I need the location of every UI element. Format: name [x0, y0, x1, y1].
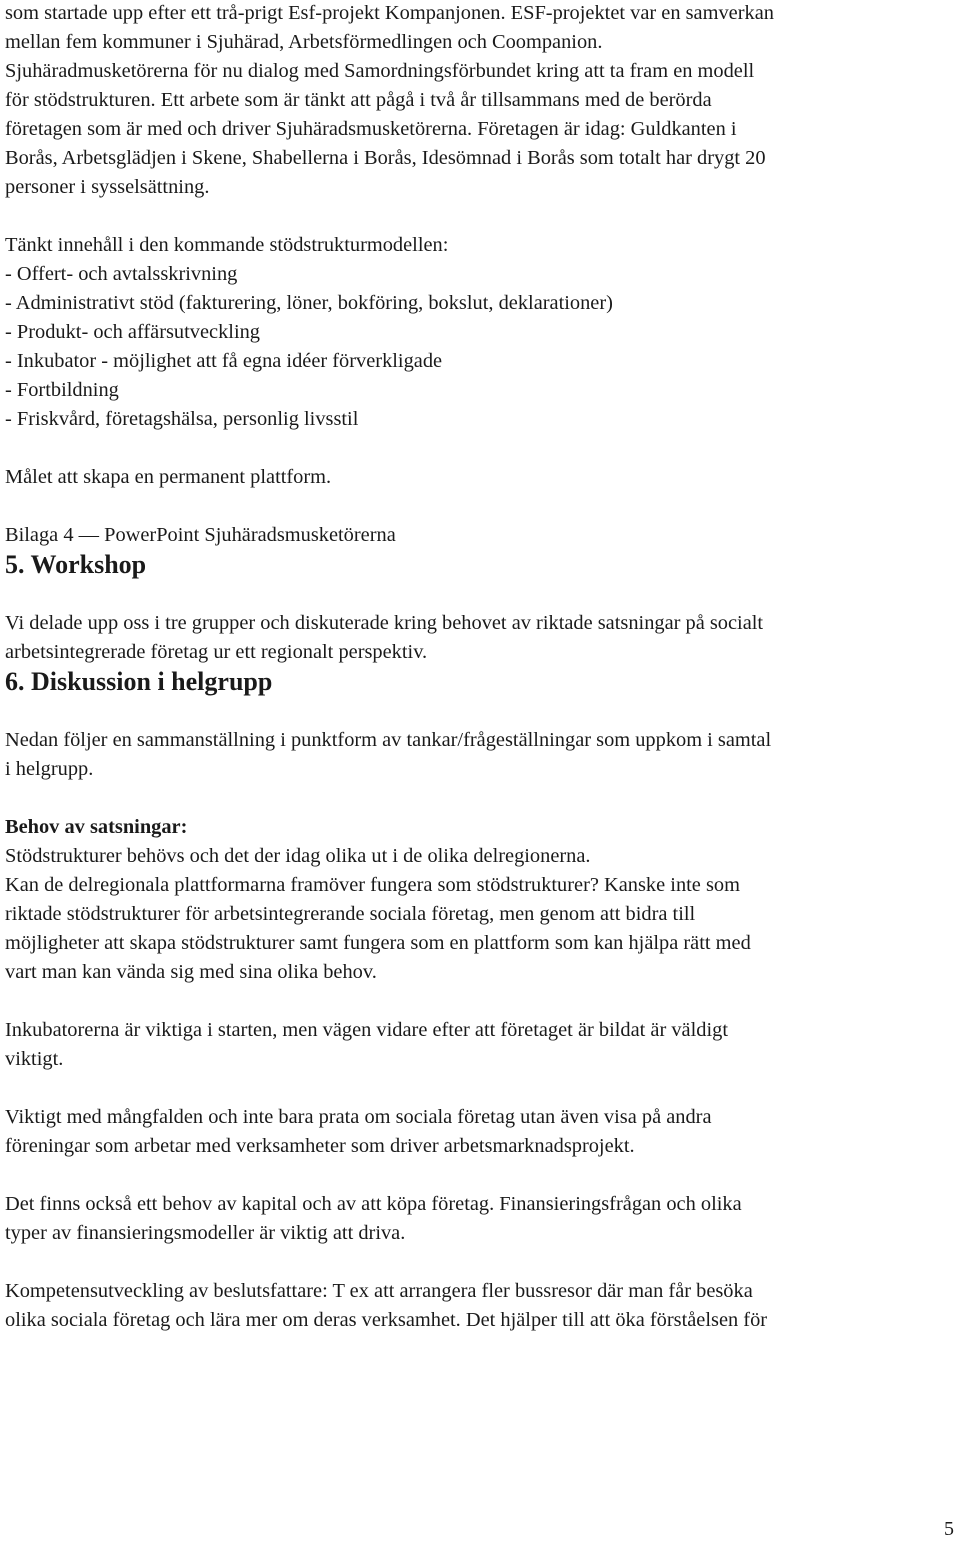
text-line: Sjuhäradmusketörerna för nu dialog med Samordningsförbundet kring att ta fram en modell	[5, 60, 755, 82]
competence-paragraph	[5, 1277, 955, 1335]
page-number: 5	[944, 1518, 954, 1540]
text-line: arbetsintegrerade företag ur ett regionalt perspektiv.	[5, 641, 428, 663]
document-page	[5, 0, 955, 1335]
text-line: som startade upp efter ett trå-prigt Esf-projekt Kompanjonen. ESF-projektet var en samverkan	[5, 2, 774, 24]
diversity-paragraph	[5, 1103, 955, 1161]
attachment-reference	[5, 521, 955, 550]
section-6-text	[5, 726, 955, 784]
text-line: Bilaga 4 — PowerPoint Sjuhäradsmusketörerna	[5, 524, 396, 546]
text-line: Vi delade upp oss i tre grupper och diskuterade kring behovet av riktade satsningar på socialt	[5, 612, 764, 634]
incubators-paragraph	[5, 1016, 955, 1074]
text-line: olika sociala företag och lära mer om deras verksamhet. Det hjälper till att öka förståelsen för	[5, 1309, 768, 1331]
capital-paragraph	[5, 1190, 955, 1248]
text-line: Nedan följer en sammanställning i punktform av tankar/frågeställningar som uppkom i samtal	[5, 729, 772, 751]
text-line: företagen som är med och driver Sjuhäradsmusketörerna. Företagen är idag: Guldkanten i	[5, 118, 737, 140]
text-line: för stödstrukturen. Ett arbete som är tänkt att pågå i två år tillsammans med de berörda	[5, 89, 712, 111]
text-line: möjligheter att skapa stödstrukturer samt fungera som en plattform som kan hjälpa rätt med	[5, 932, 751, 954]
list-item: - Friskvård, företagshälsa, personlig livsstil	[5, 408, 359, 430]
text-line: typer av finansieringsmodeller är viktig att driva.	[5, 1222, 406, 1244]
text-line: Borås, Arbetsglädjen i Skene, Shabellerna i Borås, Idesömnad i Borås som totalt har drygt 20	[5, 147, 766, 169]
text-line: Stödstrukturer behövs och det der idag olika ut i de olika delregionerna.	[5, 845, 591, 867]
paragraph-intro	[5, 0, 955, 202]
list-item: - Administrativt stöd (fakturering, löner, bokföring, bokslut, deklarationer)	[5, 292, 613, 314]
needs-section	[5, 813, 955, 987]
text-line: Målet att skapa en permanent plattform.	[5, 466, 332, 488]
section-6-heading: 6. Diskussion i helgrupp	[5, 667, 273, 696]
text-line: föreningar som arbetar med verksamheter som driver arbetsmarknadsprojekt.	[5, 1135, 635, 1157]
text-line: personer i sysselsättning.	[5, 176, 210, 198]
text-line: vart man kan vända sig med sina olika behov.	[5, 961, 377, 983]
text-line: riktade stödstrukturer för arbetsintegrerande sociala företag, men genom att bidra till	[5, 903, 696, 925]
text-line: viktigt.	[5, 1048, 64, 1070]
text-line: Kan de delregionala plattformarna framöver fungera som stödstrukturer? Kanske inte som	[5, 874, 740, 896]
text-line: i helgrupp.	[5, 758, 94, 780]
text-line: Det finns också ett behov av kapital och av att köpa företag. Finansieringsfrågan och olika	[5, 1193, 742, 1215]
content-list	[5, 231, 955, 434]
goal-text	[5, 463, 955, 492]
text-line: Inkubatorerna är viktiga i starten, men vägen vidare efter att företaget är bildat är väldigt	[5, 1019, 728, 1041]
list-item: - Inkubator - möjlighet att få egna idéer förverkligade	[5, 350, 443, 372]
needs-heading: Behov av satsningar:	[5, 816, 188, 838]
section-5-heading: 5. Workshop	[5, 550, 147, 579]
text-line: mellan fem kommuner i Sjuhärad, Arbetsförmedlingen och Coompanion.	[5, 31, 603, 53]
text-line: Kompetensutveckling av beslutsfattare: T ex att arrangera fler bussresor där man får besöka	[5, 1280, 753, 1302]
list-intro: Tänkt innehåll i den kommande stödstrukturmodellen:	[5, 234, 449, 256]
list-item: - Produkt- och affärsutveckling	[5, 321, 261, 343]
text-line: Viktigt med mångfalden och inte bara prata om sociala företag utan även visa på andra	[5, 1106, 712, 1128]
list-item: - Offert- och avtalsskrivning	[5, 263, 238, 285]
list-item: - Fortbildning	[5, 379, 119, 401]
section-5-text	[5, 609, 955, 667]
